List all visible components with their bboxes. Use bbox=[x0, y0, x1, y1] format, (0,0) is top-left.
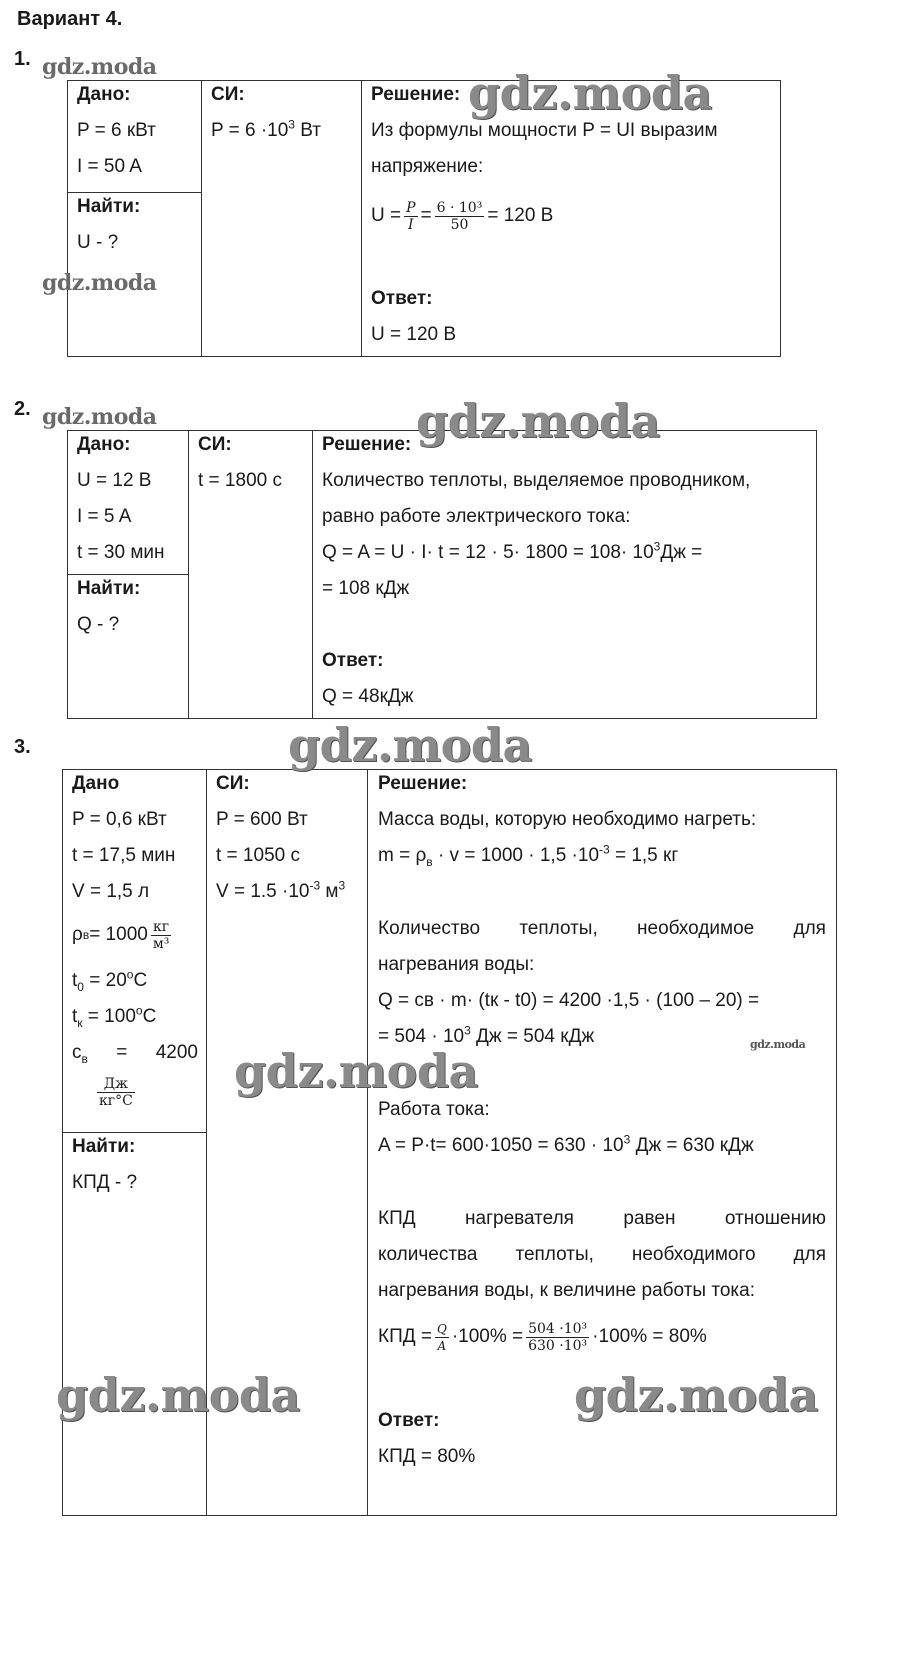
p3-heat-result: = $504 \cdot 10^3$ Дж = 504 кДж bbox=[378, 1023, 595, 1047]
p3-mass-formula: $m = \rho_в \cdot v = 1000 \cdot 1,5 \cdot 10^{-3} = 1,5$ кг bbox=[378, 842, 679, 869]
p2-find-header: Найти: bbox=[77, 578, 141, 599]
p1-solution-text-1: Из формулы мощности P = UI выразим bbox=[371, 120, 718, 141]
p2-solution-line-4: = 108 кДж bbox=[322, 578, 410, 599]
watermark: gdz.moda bbox=[416, 394, 660, 448]
problem-1-number: 1. bbox=[14, 48, 31, 70]
p1-find: U - ? bbox=[77, 232, 119, 253]
p2-solution-line-2: равно работе электрического тока: bbox=[322, 506, 631, 527]
p2-given-time: t = 30 мин bbox=[77, 542, 165, 563]
p1-given-current: I = 50 A bbox=[77, 156, 142, 177]
p2-given-header: Дано: bbox=[77, 434, 131, 455]
p3-given-tk: $t_к = 100^oC$ bbox=[72, 1003, 157, 1030]
p1-find-header: Найти: bbox=[77, 196, 141, 217]
p3-heat-text-1: Количество теплоты, необходимое для bbox=[378, 918, 826, 939]
p2-si-header: СИ: bbox=[198, 434, 232, 455]
watermark: gdz.moda bbox=[42, 270, 157, 296]
watermark: gdz.moda bbox=[42, 54, 157, 80]
watermark: gdz.moda bbox=[56, 1368, 300, 1422]
p3-work-text: Работа тока: bbox=[378, 1099, 490, 1120]
p3-si-power: P = 600 Вт bbox=[216, 809, 308, 830]
p3-eff-formula: КПД = $\frac{Q}{A}$ ·100% = $\frac{\text{504 ·10³}}{\text{630 ·10³}}$ ·100% = 80% bbox=[378, 1320, 707, 1354]
p2-si-time: t = 1800 с bbox=[198, 470, 282, 491]
p3-si-time: t = 1050 с bbox=[216, 845, 300, 866]
p3-find-header: Найти: bbox=[72, 1136, 136, 1157]
watermark: gdz.moda bbox=[750, 1038, 806, 1051]
p3-solution-header: Решение: bbox=[378, 773, 468, 794]
p1-given-power: P = 6 кВт bbox=[77, 120, 156, 141]
p3-heat-text-2: нагревания воды: bbox=[378, 954, 535, 975]
p1-answer: U = 120 В bbox=[371, 324, 457, 345]
p3-si-volume: $V = 1.5 \cdot 10^{-3}$ $м^3$ bbox=[216, 878, 346, 902]
p2-given-current: I = 5 A bbox=[77, 506, 132, 527]
p3-given-density: ρ в = 1000 $\frac{кг}{\text{м³}}$ bbox=[72, 918, 170, 952]
p3-given-header: Дано bbox=[72, 773, 120, 794]
p3-answer: КПД = 80% bbox=[378, 1446, 476, 1467]
p3-heat-formula: Q = cв · m· (tк - t0) = 4200 ·1,5 · (100 – 20) = bbox=[378, 990, 760, 1011]
p1-given-header: Дано: bbox=[77, 84, 131, 105]
p3-eff-text-2: количества теплоты, необходимого для bbox=[378, 1244, 826, 1265]
p2-answer: Q = 48кДж bbox=[322, 686, 414, 707]
p1-si-value: $P = 6 \cdot 10^3$ Вт bbox=[211, 117, 322, 141]
variant-title: Вариант 4. bbox=[17, 8, 123, 30]
p3-given-t0: $t_0 = 20^oC$ bbox=[72, 967, 148, 994]
p2-solution-line-3: $Q = A = U \cdot I\cdot t = 12 \cdot 5\cdot 1800 = 108\cdot 10^3Дж$ = bbox=[322, 539, 703, 563]
p3-si-header: СИ: bbox=[216, 773, 250, 794]
p3-eff-text-3: нагревания воды, к величине работы тока: bbox=[378, 1280, 755, 1301]
p1-answer-header: Ответ: bbox=[371, 288, 433, 309]
watermark: gdz.moda bbox=[468, 66, 712, 120]
problem-2-number: 2. bbox=[14, 398, 31, 420]
p1-solution-text-2: напряжение: bbox=[371, 156, 484, 177]
p3-mass-text: Масса воды, которую необходимо нагреть: bbox=[378, 809, 757, 830]
p3-given-power: P = 0,6 кВт bbox=[72, 809, 167, 830]
watermark: gdz.moda bbox=[574, 1368, 818, 1422]
p2-solution-line-1: Количество теплоты, выделяемое проводником, bbox=[322, 470, 751, 491]
p3-given-heat-capacity: $c_в$ = 4200 bbox=[72, 1042, 198, 1066]
p2-find: Q - ? bbox=[77, 614, 120, 635]
p3-answer-header: Ответ: bbox=[378, 1410, 440, 1431]
p3-given-time: t = 17,5 мин bbox=[72, 845, 176, 866]
p3-work-formula: $A = P\cdot t= 600\cdot 1050 = 630 \cdot 10^3$ Дж = 630 кДж bbox=[378, 1132, 754, 1156]
p2-solution-header: Решение: bbox=[322, 434, 412, 455]
watermark: gdz.moda bbox=[42, 404, 157, 430]
p3-find: КПД - ? bbox=[72, 1172, 138, 1193]
p2-answer-header: Ответ: bbox=[322, 650, 384, 671]
p3-eff-text-1: КПД нагревателя равен отношению bbox=[378, 1208, 826, 1229]
p2-given-voltage: U = 12 В bbox=[77, 470, 152, 491]
p1-formula: U = $\frac{P}{I}$ = $\frac{\text{6 · 10³}}{50}$ = 120 В bbox=[371, 199, 554, 233]
problem-3-number: 3. bbox=[14, 736, 31, 758]
watermark: gdz.moda bbox=[288, 718, 532, 772]
p3-given-volume: V = 1,5 л bbox=[72, 881, 150, 902]
p1-solution-header: Решение: bbox=[371, 84, 461, 105]
p3-heat-capacity-unit: $\frac{Дж}{кг^\circ C}$ bbox=[99, 1076, 133, 1109]
watermark: gdz.moda bbox=[234, 1044, 478, 1098]
p1-si-header: СИ: bbox=[211, 84, 245, 105]
